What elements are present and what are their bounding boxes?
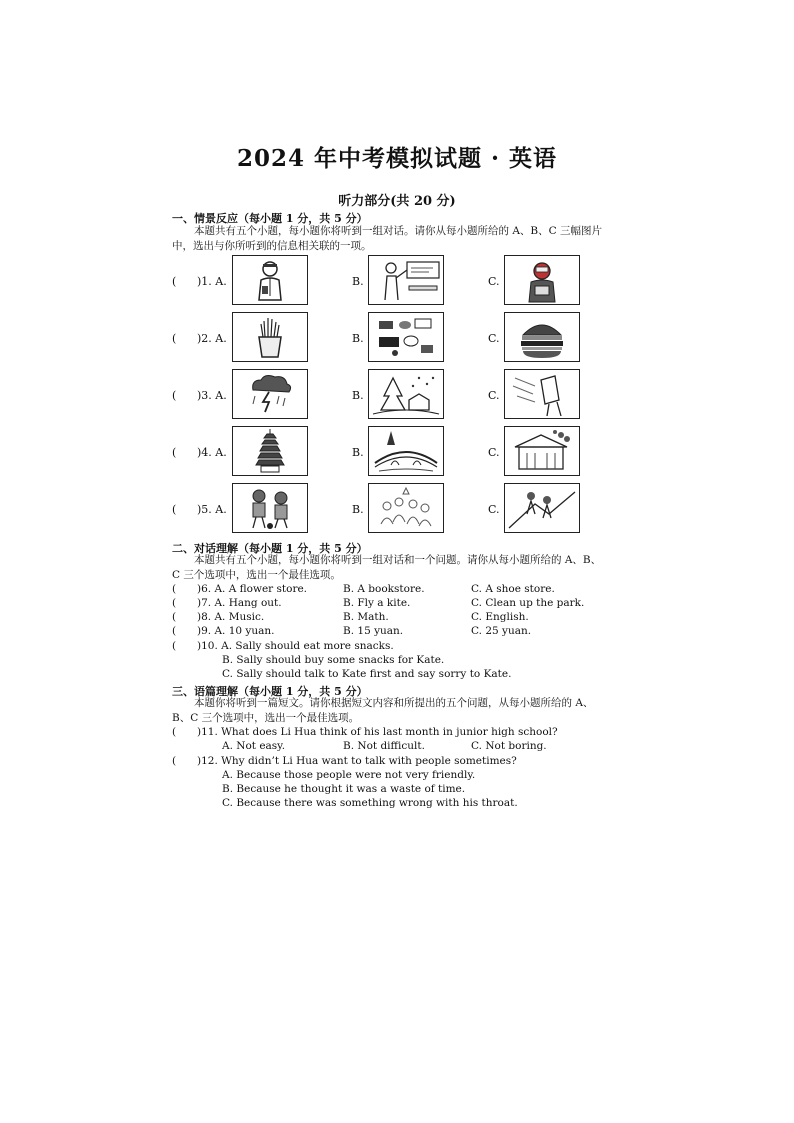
- kids-icon: [233, 484, 307, 532]
- q1-option-c-label: C.: [488, 275, 500, 288]
- q12-option-b: B. Because he thought it was a waste of time.: [222, 783, 466, 795]
- q4-picture-c[interactable]: [504, 426, 580, 476]
- q6-option-a: )6. A. A flower store.: [197, 583, 308, 595]
- fries-icon: [233, 313, 307, 361]
- q9-option-a: )9. A. 10 yuan.: [197, 625, 275, 637]
- q7-option-c: C. Clean up the park.: [471, 597, 585, 609]
- q2-number: )2. A.: [197, 332, 227, 345]
- q10-paren: (: [172, 640, 177, 652]
- q1-number: )1. A.: [197, 275, 227, 288]
- q4-picture-a[interactable]: [232, 426, 308, 476]
- q3-option-c-label: C.: [488, 389, 500, 402]
- q3-paren: (: [172, 389, 177, 402]
- section2-heading: 二、对话理解（每小题 1 分，共 5 分）: [172, 542, 368, 555]
- pagoda-icon: [233, 427, 307, 475]
- listening-part-title: 听力部分(共 20 分): [338, 194, 456, 209]
- q5-number: )5. A.: [197, 503, 227, 516]
- q10-option-c: C. Sally should talk to Kate first and say sorry to Kate.: [222, 668, 512, 680]
- q5-paren: (: [172, 503, 177, 516]
- q9-option-b: B. 15 yuan.: [343, 625, 404, 637]
- q3-picture-c[interactable]: [504, 369, 580, 419]
- q2-paren: (: [172, 332, 177, 345]
- q2-option-b-label: B.: [352, 332, 364, 345]
- q4-number: )4. A.: [197, 446, 227, 459]
- q4-paren: (: [172, 446, 177, 459]
- burger-icon: [505, 313, 579, 361]
- q10-option-a: )10. A. Sally should eat more snacks.: [197, 640, 394, 652]
- q1-picture-b[interactable]: [368, 255, 444, 305]
- q2-picture-c[interactable]: [504, 312, 580, 362]
- q5-option-b-label: B.: [352, 503, 364, 516]
- section3-intro: 本题你将听到一篇短文。请你根据短文内容和所提出的五个问题，从每小题所给的 A、B、C 三个选项中，选出一个最佳选项。: [172, 697, 594, 724]
- garden-icon: [505, 427, 579, 475]
- storm-icon: [233, 370, 307, 418]
- q9-paren: (: [172, 625, 177, 637]
- q8-option-c: C. English.: [471, 611, 529, 623]
- q6-option-c: C. A shoe store.: [471, 583, 555, 595]
- q11-option-b: B. Not difficult.: [343, 740, 425, 752]
- q1-picture-a[interactable]: [232, 255, 308, 305]
- section1-intro: 本题共有五个小题，每小题你将听到一组对话。请你从每小题所给的 A、B、C 三幅图片中，选出与你所听到的信息相关联的一项。: [172, 225, 603, 252]
- q1-paren: (: [172, 275, 177, 288]
- q7-option-a: )7. A. Hang out.: [197, 597, 282, 609]
- q12-option-a: A. Because those people were not very friendly.: [222, 769, 476, 781]
- section2-intro: 本题共有五个小题，每小题你将听到一组对话和一个问题。请你从每小题所给的 A、B、C 三个选项中，选出一个最佳选项。: [172, 554, 602, 581]
- q12-paren: (: [172, 755, 177, 767]
- q1-option-b-label: B.: [352, 275, 364, 288]
- q11-option-c: C. Not boring.: [471, 740, 547, 752]
- q7-option-b: B. Fly a kite.: [343, 597, 411, 609]
- hiking-icon: [505, 484, 579, 532]
- q11-paren: (: [172, 726, 177, 738]
- q3-picture-b[interactable]: [368, 369, 444, 419]
- classroom-icon: [369, 256, 443, 304]
- q11-question: )11. What does Li Hua think of his last month in junior high school?: [197, 726, 558, 738]
- q4-option-c-label: C.: [488, 446, 500, 459]
- bridge-icon: [369, 427, 443, 475]
- q4-option-b-label: B.: [352, 446, 364, 459]
- exam-title: 2024 年中考模拟试题 · 英语: [236, 145, 558, 172]
- teacher-icon: [233, 256, 307, 304]
- crowd-icon: [369, 484, 443, 532]
- q11-option-a: A. Not easy.: [222, 740, 286, 752]
- q5-picture-c[interactable]: [504, 483, 580, 533]
- reader-icon: [505, 256, 579, 304]
- q8-option-b: B. Math.: [343, 611, 389, 623]
- q6-paren: (: [172, 583, 177, 595]
- q3-option-b-label: B.: [352, 389, 364, 402]
- q4-picture-b[interactable]: [368, 426, 444, 476]
- q3-picture-a[interactable]: [232, 369, 308, 419]
- q2-option-c-label: C.: [488, 332, 500, 345]
- q5-option-c-label: C.: [488, 503, 500, 516]
- q2-picture-b[interactable]: [368, 312, 444, 362]
- q8-option-a: )8. A. Music.: [197, 611, 265, 623]
- q10-option-b: B. Sally should buy some snacks for Kate.: [222, 654, 445, 666]
- q5-picture-a[interactable]: [232, 483, 308, 533]
- q8-paren: (: [172, 611, 177, 623]
- q5-picture-b[interactable]: [368, 483, 444, 533]
- q12-option-c: C. Because there was something wrong with his throat.: [222, 797, 518, 809]
- q9-option-c: C. 25 yuan.: [471, 625, 532, 637]
- q6-option-b: B. A bookstore.: [343, 583, 425, 595]
- q3-number: )3. A.: [197, 389, 227, 402]
- q12-question: )12. Why didn’t Li Hua want to talk with people sometimes?: [197, 755, 517, 767]
- section3-heading: 三、语篇理解（每小题 1 分，共 5 分）: [172, 685, 368, 698]
- section1-heading: 一、情景反应（每小题 1 分，共 5 分）: [172, 212, 368, 225]
- snow-icon: [369, 370, 443, 418]
- q7-paren: (: [172, 597, 177, 609]
- snacks-icon: [369, 313, 443, 361]
- q2-picture-a[interactable]: [232, 312, 308, 362]
- wind-icon: [505, 370, 579, 418]
- q1-picture-c[interactable]: [504, 255, 580, 305]
